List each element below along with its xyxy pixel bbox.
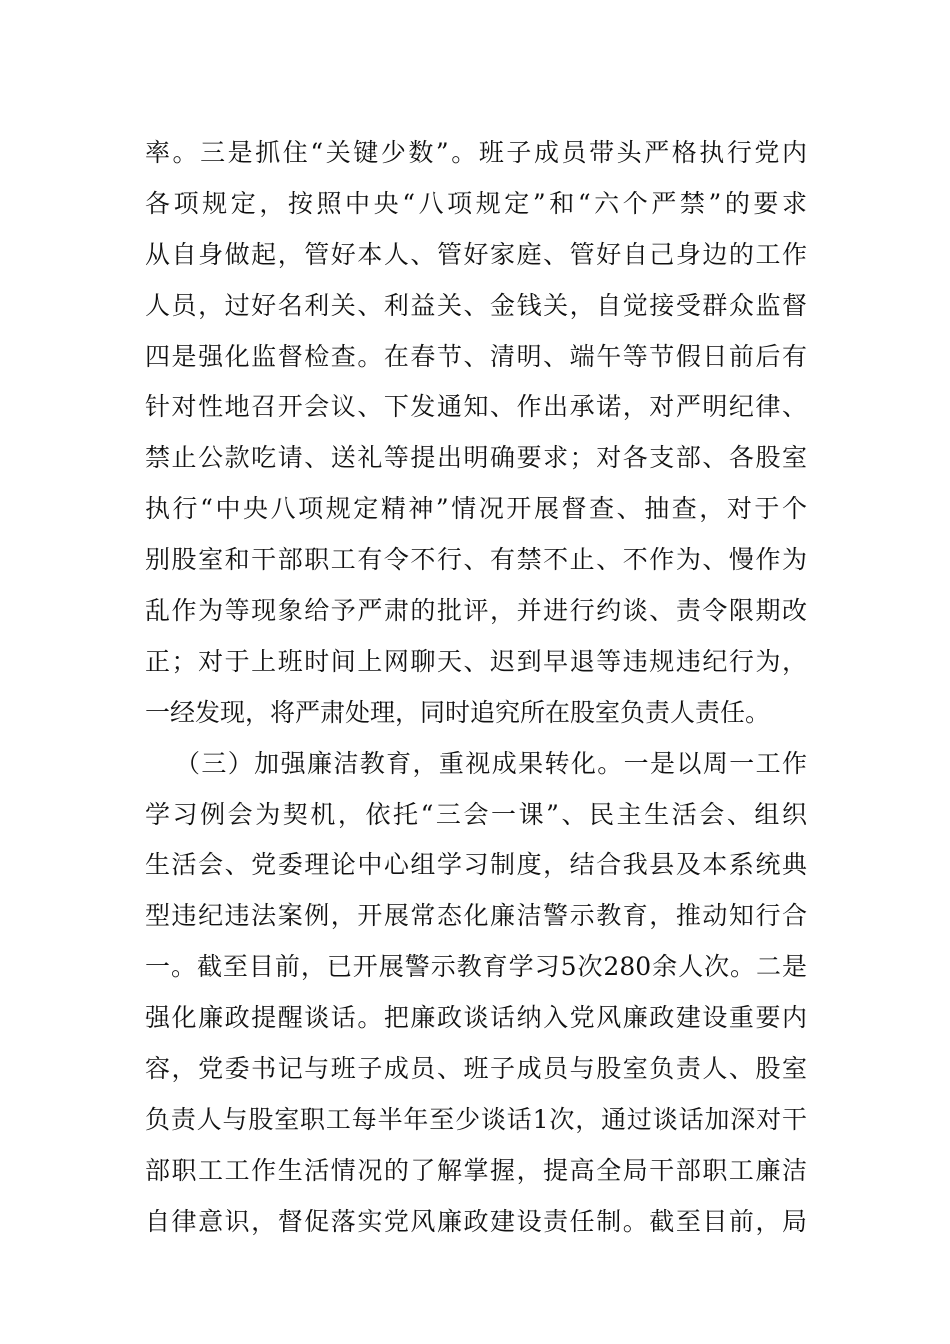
text-line: 禁止公款吃请、送礼等提出明确要求；对各支部、各股室: [145, 443, 807, 473]
text-line: 率。三是抓住“关键少数”。班子成员带头严格执行党内: [145, 138, 807, 167]
text-line: 负责人与股室职工每半年至少谈话1次，通过谈话加深对干: [145, 1104, 807, 1134]
text-line: 执行“中央八项规定精神”情况开展督查、抽查，对于个: [145, 494, 807, 524]
text-line: 一。截至目前，已开展警示教育学习5次280余人次。二是: [145, 952, 807, 982]
text-line: 部职工工作生活情况的了解掌握，提高全局干部职工廉洁: [145, 1155, 807, 1185]
text-line: 学习例会为契机，依托“三会一课”、民主生活会、组织: [145, 799, 807, 829]
text-line: 自律意识，督促落实党风廉政建设责任制。截至目前，局: [145, 1206, 807, 1236]
text-line: 针对性地召开会议、下发通知、作出承诺，对严明纪律、: [145, 392, 807, 422]
body-text: [145, 128, 807, 1248]
text-line: 乱作为等现象给予严肃的批评，并进行约谈、责令限期改: [145, 596, 807, 626]
text-line: 正；对于上班时间上网聊天、迟到早退等违规违纪行为，: [145, 646, 807, 676]
paragraph-end-line: 一经发现，将严肃处理，同时追究所在股室负责人责任。: [145, 697, 771, 727]
section-heading-line: （三）加强廉洁教育，重视成果转化。一是以周一工作: [175, 748, 807, 778]
text-line: 人员，过好名利关、利益关、金钱关，自觉接受群众监督: [145, 290, 807, 320]
text-line: 各项规定，按照中央“八项规定”和“六个严禁”的要求: [145, 188, 807, 218]
text-line: 容，党委书记与班子成员、班子成员与股室负责人、股室: [145, 1054, 807, 1084]
text-line: 从自身做起，管好本人、管好家庭、管好自己身边的工作: [145, 239, 807, 269]
text-line: 型违纪违法案例，开展常态化廉洁警示教育，推动知行合: [145, 901, 807, 931]
text-line: 别股室和干部职工有令不行、有禁不止、不作为、慢作为: [145, 545, 807, 575]
text-line: 生活会、党委理论中心组学习制度，结合我县及本系统典: [145, 850, 807, 880]
text-line: 强化廉政提醒谈话。把廉政谈话纳入党风廉政建设重要内: [145, 1003, 807, 1033]
text-line: 四是强化监督检查。在春节、清明、端午等节假日前后有: [145, 341, 807, 371]
